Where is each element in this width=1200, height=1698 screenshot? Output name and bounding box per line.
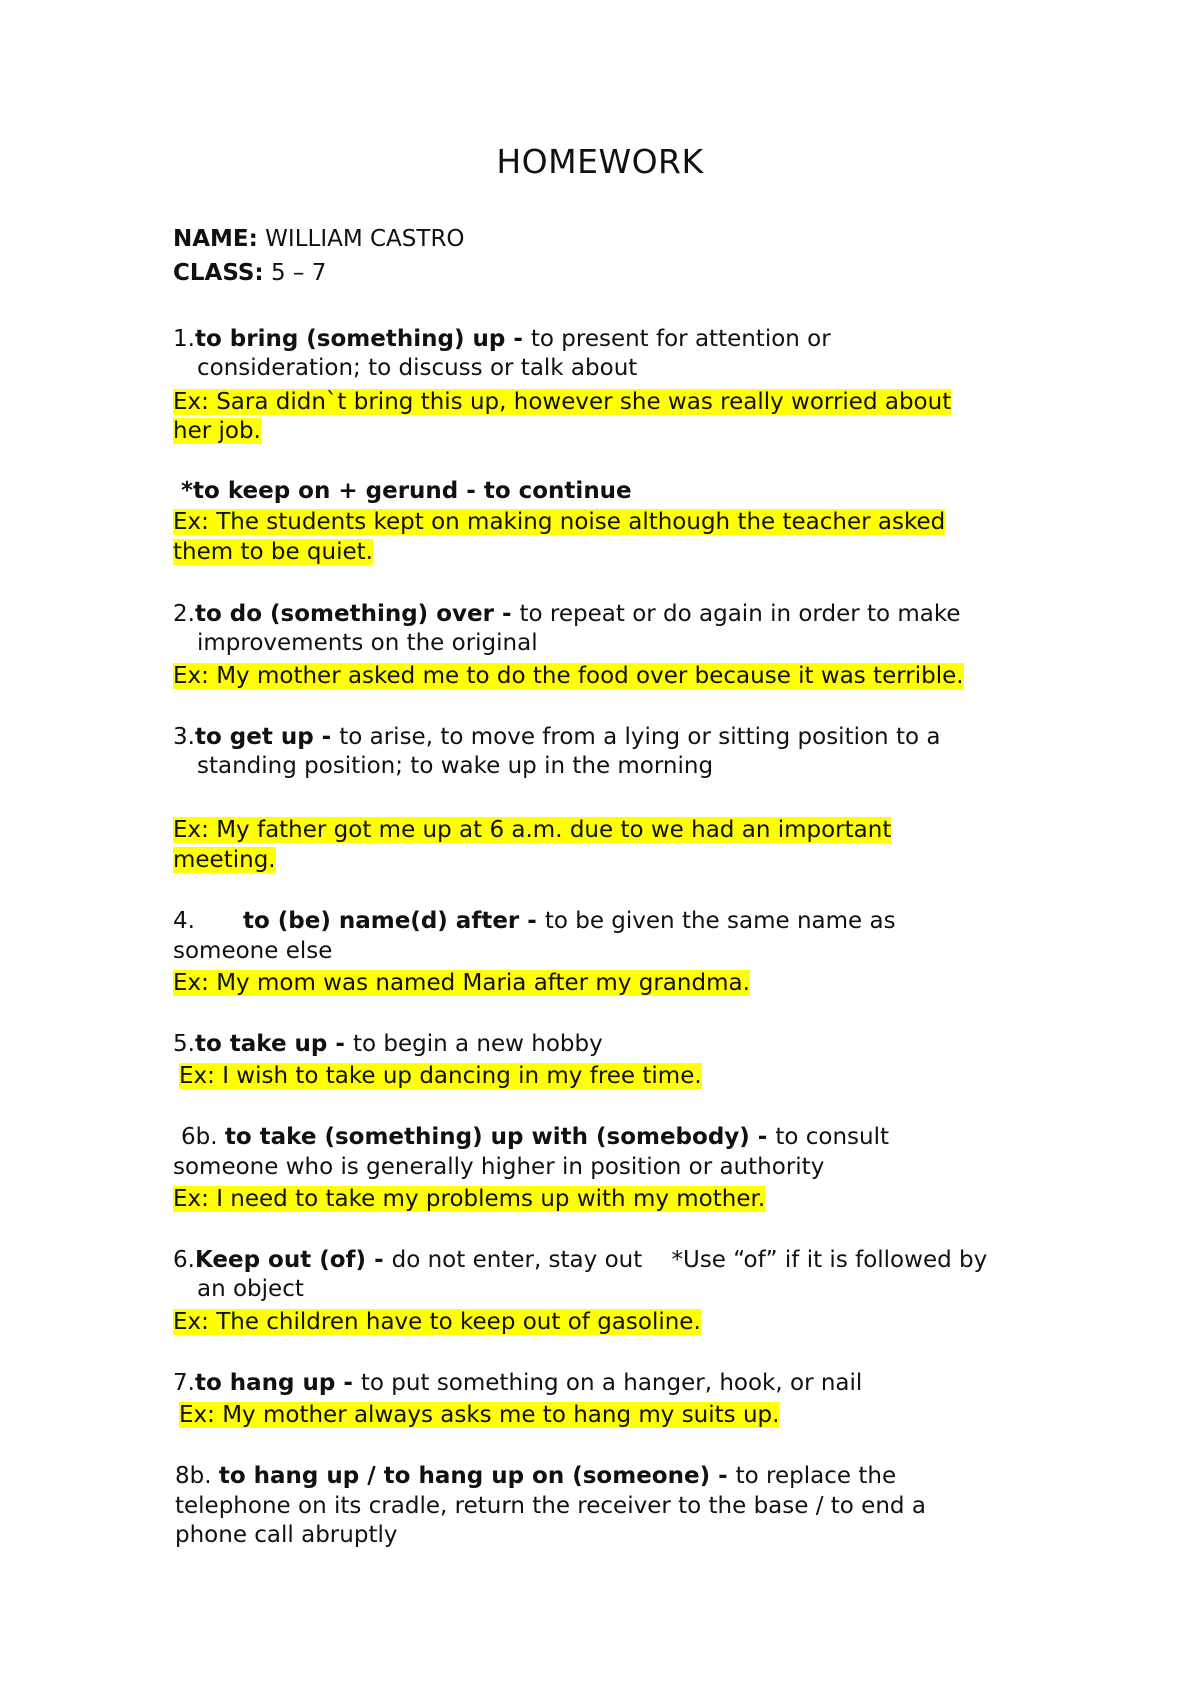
list-item-term-line [173,906,896,936]
item-example [173,507,945,537]
item-term: to keep on + gerund - to continue [193,478,632,504]
item-number: 8b. [175,1463,212,1489]
item-definition-cont: consideration; to discuss or talk about [197,355,638,381]
item-term: to hang up [194,1370,336,1396]
example-highlight: Ex: My mom was named Maria after my grandma. [173,970,750,996]
item-term: to hang up / to hang up on (someone) [218,1463,711,1489]
item-separator: - [335,1370,361,1396]
item-example [179,1061,702,1091]
item-term: to (be) name(d) after [242,908,520,934]
item-number: 2. [173,601,195,627]
list-item-term-line [181,476,632,506]
item-term: Keep out (of) [194,1247,367,1273]
item-term: to take up [194,1031,328,1057]
example-highlight: Ex: The children have to keep out of gasoline. [173,1309,701,1335]
item-example [173,1184,765,1214]
name-row [173,224,465,254]
item-definition-cont: an object [197,1276,304,1302]
item-example [173,387,951,417]
example-highlight: Ex: My mother always asks me to hang my suits up. [179,1402,780,1428]
item-term: to bring (something) up [194,326,506,352]
item-example-cont [173,416,261,446]
item-separator: - [710,1463,736,1489]
class-row [173,258,326,288]
item-example [173,1307,701,1337]
class-value: 5 – 7 [270,260,327,286]
item-number: 5. [173,1031,195,1057]
item-example [173,968,750,998]
item-separator: - [366,1247,392,1273]
item-term: to take (something) up with (somebody) [224,1124,750,1150]
item-example-cont [173,845,276,875]
item-separator: - [749,1124,776,1150]
example-highlight: Ex: The students kept on making noise although the teacher asked [173,509,946,535]
item-number: 6b. [181,1124,218,1150]
example-highlight: Ex: Sara didn`t bring this up, however she was really worried about [173,389,952,415]
list-item-term-line [173,1245,987,1275]
item-number: 1. [173,326,195,352]
item-separator: - [313,724,340,750]
item-definition: to consult [775,1124,890,1150]
item-example [179,1400,779,1430]
list-item-term-line [175,1461,896,1491]
item-definition-cont: standing position; to wake up in the morning [197,753,714,779]
list-item-term-line [173,722,940,752]
item-number: 3. [173,724,195,750]
list-item-term-line [173,599,961,629]
item-number: 7. [173,1370,195,1396]
item-definition-cont: improvements on the original [197,630,538,656]
name-label: NAME: [173,226,258,252]
item-separator: - [493,601,520,627]
example-highlight: Ex: I wish to take up dancing in my free time. [179,1063,702,1089]
item-definition: to repeat or do again in order to make [519,601,961,627]
item-definition: do not enter, stay out *Use “of” if it is followed by [391,1247,988,1273]
example-highlight: Ex: My mother asked me to do the food over because it was terrible. [173,663,964,689]
item-example [173,661,964,691]
item-definition: to begin a new hobby [352,1031,603,1057]
item-separator: - [519,908,545,934]
item-example-cont [173,537,373,567]
item-number: * [181,478,194,504]
item-definition-cont: phone call abruptly [175,1522,398,1548]
item-definition-cont: someone else [173,938,333,964]
example-highlight: Ex: I need to take my problems up with my mother. [173,1186,766,1212]
list-item-term-line [173,324,831,354]
item-separator: - [327,1031,353,1057]
item-definition-cont: telephone on its cradle, return the receiver to the base / to end a [175,1493,926,1519]
example-highlight: meeting. [173,847,276,873]
example-highlight: them to be quiet. [173,539,373,565]
item-number: 6. [173,1247,195,1273]
item-definition: to replace the [735,1463,897,1489]
item-separator: - [505,326,531,352]
item-example [173,815,891,845]
example-highlight: Ex: My father got me up at 6 a.m. due to we had an important [173,817,892,843]
name-value: WILLIAM CASTRO [265,226,465,252]
list-item-term-line [173,1368,862,1398]
item-definition: to be given the same name as [544,908,896,934]
item-definition: to put something on a hanger, hook, or nail [360,1370,863,1396]
item-definition: to arise, to move from a lying or sitting position to a [339,724,941,750]
page-title: HOMEWORK [496,142,704,181]
item-number: 4. [173,908,195,934]
list-item-term-line [181,1122,889,1152]
item-definition-cont: someone who is generally higher in position or authority [173,1154,825,1180]
item-term: to get up [194,724,314,750]
class-label: CLASS: [173,260,264,286]
list-item-term-line [173,1029,603,1059]
item-term: to do (something) over [194,601,494,627]
item-definition: to present for attention or [530,326,831,352]
example-highlight: her job. [173,418,261,444]
